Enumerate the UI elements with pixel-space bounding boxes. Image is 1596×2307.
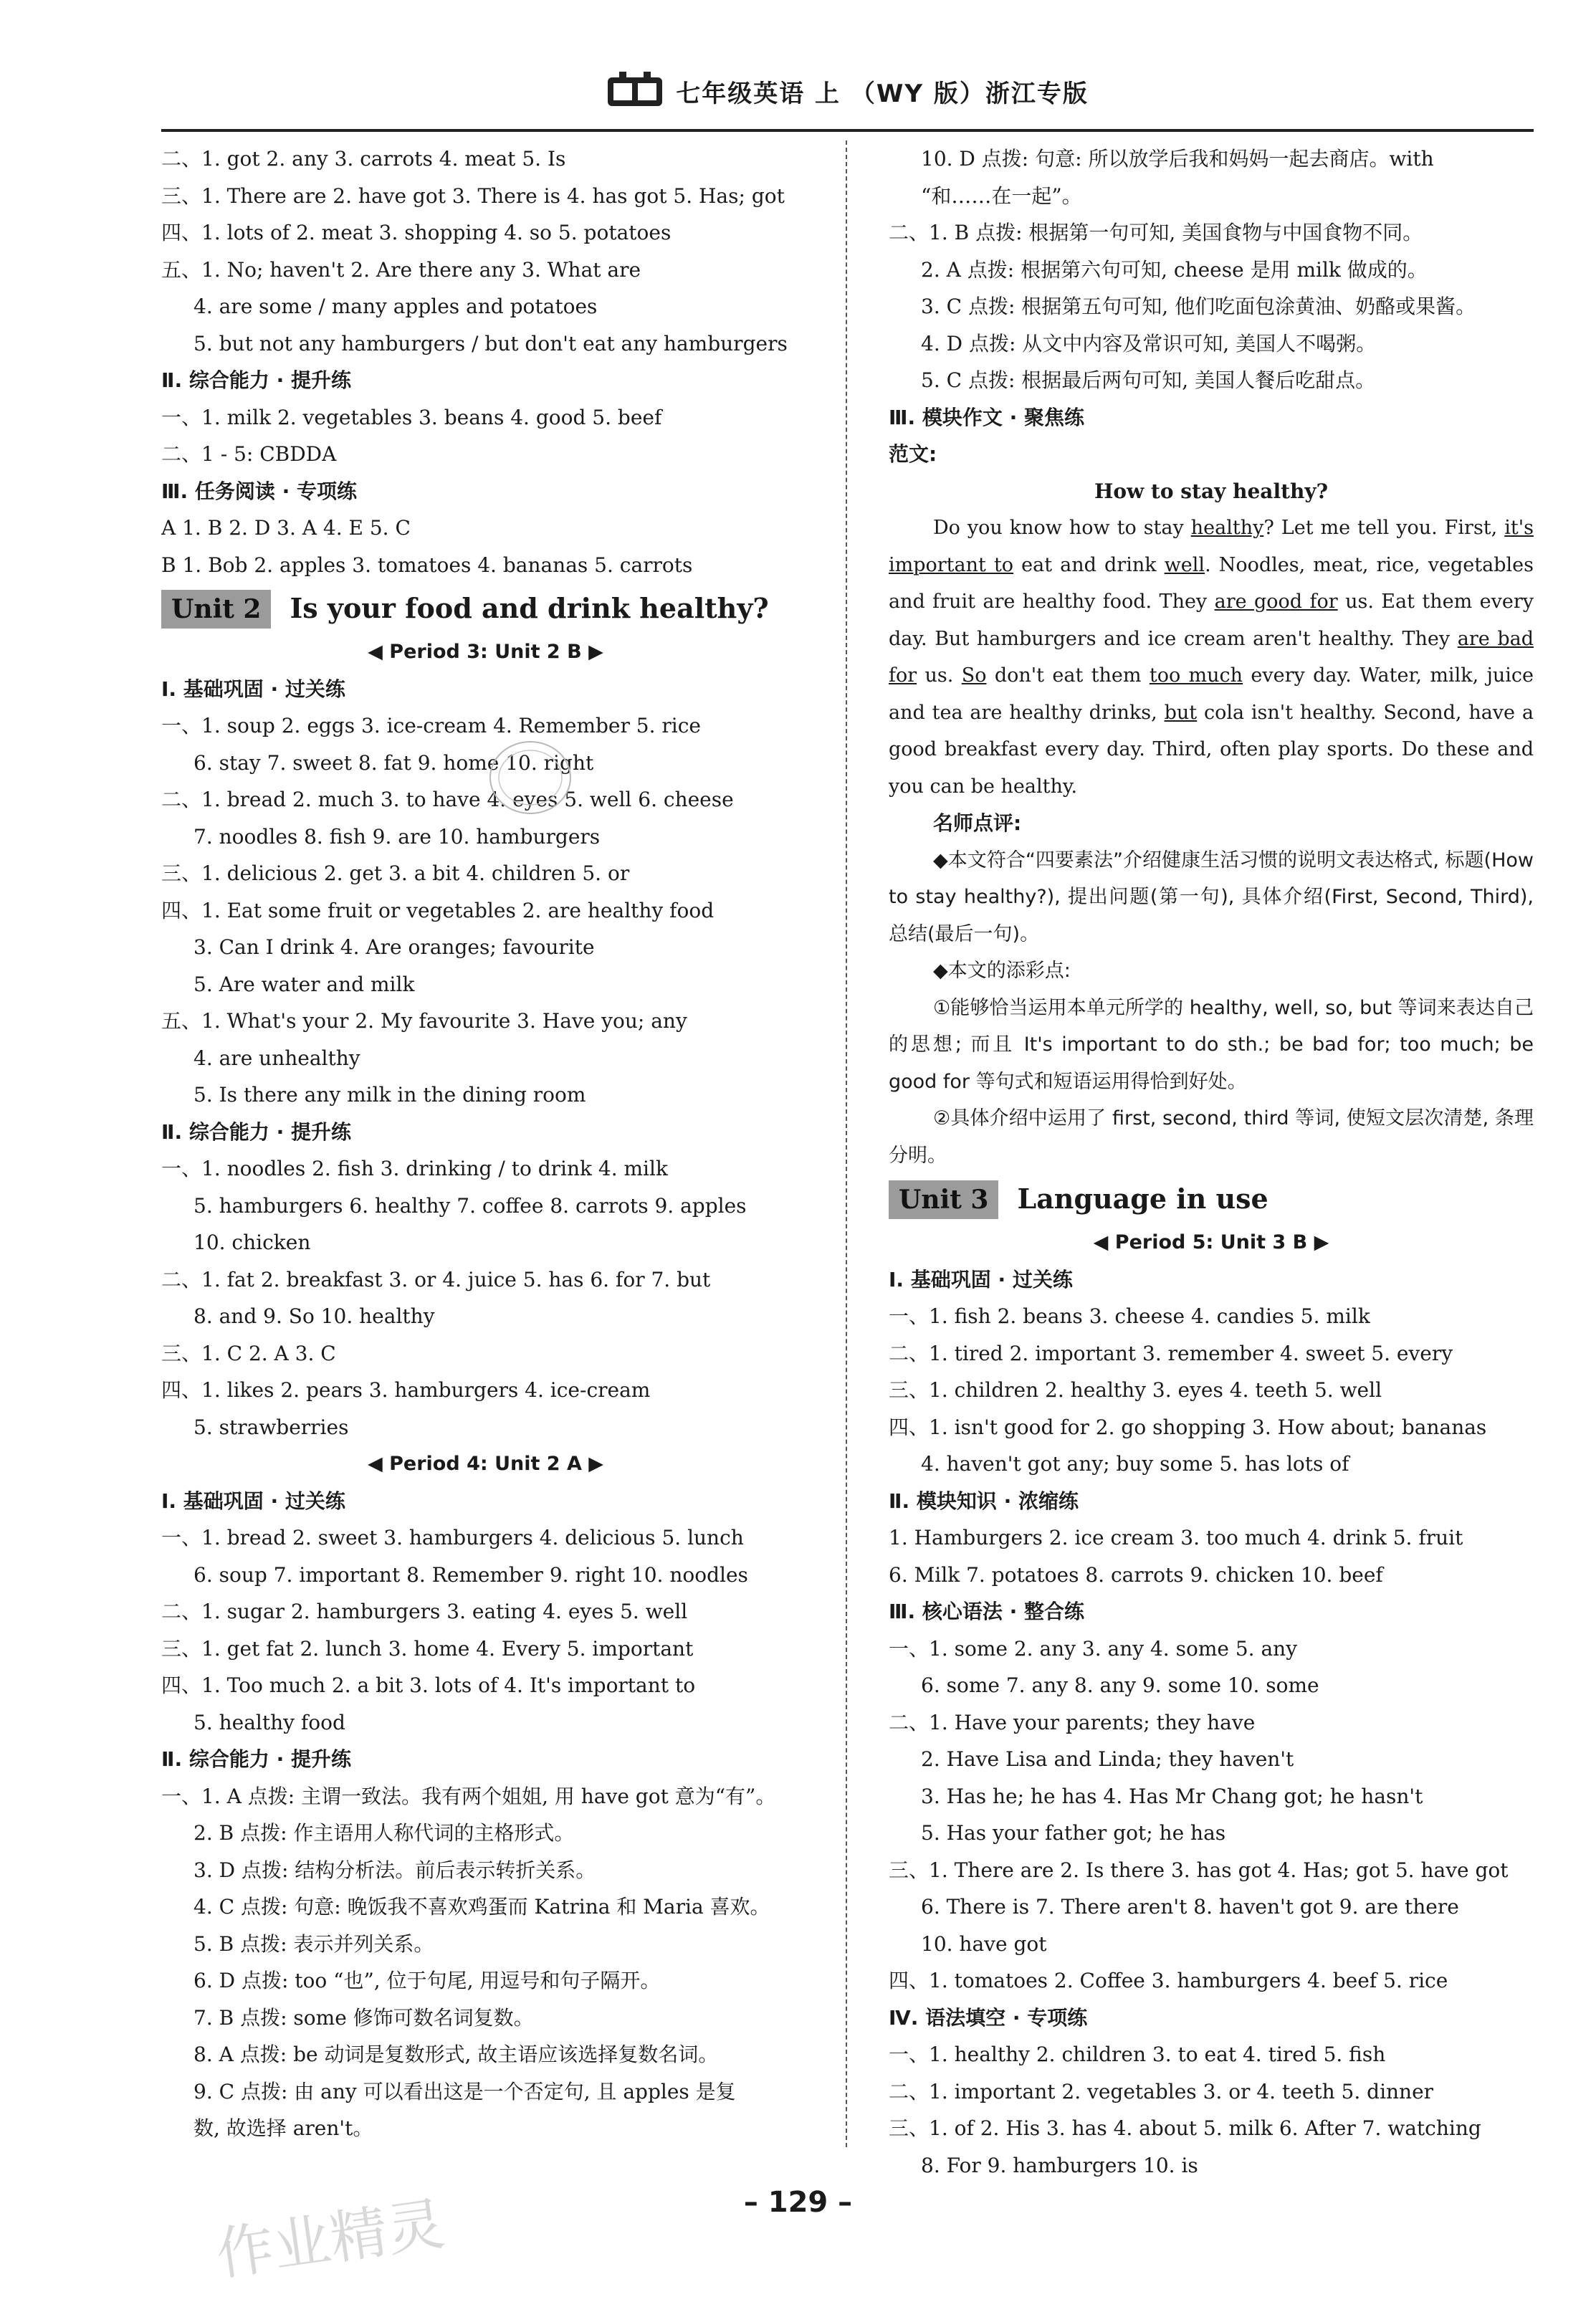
answer-line: “和……在一起”。 xyxy=(921,183,1082,208)
answer-line: 二、1. bread 2. much 3. to have 4. eyes 5. well 6. cheese xyxy=(161,788,734,811)
underlined-phrase: So xyxy=(961,664,987,687)
answer-line: 二、1. important 2. vegetables 3. or 4. teeth 5. dinner xyxy=(889,2079,1434,2103)
answer-line: 8. For 9. hamburgers 10. is xyxy=(921,2153,1198,2177)
answer-line: 6. Milk 7. potatoes 8. carrots 9. chicken 10. beef xyxy=(889,1562,1383,1587)
answer-line: 三、1. There are 2. have got 3. There is 4. has got 5. Has; got xyxy=(161,183,785,208)
answer-line: A 1. B 2. D 3. A 4. E 5. C xyxy=(161,516,411,540)
answer-line: 4. C 点拨: 句意: 晚饭我不喜欢鸡蛋而 Katrina 和 Maria 喜欢。 xyxy=(193,1895,770,1919)
answer-line: 二、1. Have your parents; they have xyxy=(889,1710,1256,1734)
answer-line: 一、1. A 点拨: 主谓一致法。我有两个姐姐, 用 have got 意为“有”。 xyxy=(161,1784,776,1808)
answer-line: 二、1. B 点拨: 根据第一句可知, 美国食物与中国食物不同。 xyxy=(889,221,1423,244)
commentary-paragraph: ②具体介绍中运用了 first, second, third 等词, 使短文层次清楚, 条理分明。 xyxy=(889,1107,1534,1167)
section-heading: Ⅰ. 基础巩固 · 过关练 xyxy=(889,1267,1073,1291)
underlined-phrase: healthy xyxy=(1190,517,1264,539)
essay-text: us. Eat them every day. But hamburgers and ice cream aren't healthy. They xyxy=(889,591,1534,650)
answer-line: 一、1. noodles 2. fish 3. drinking / to drink 4. milk xyxy=(161,1157,668,1180)
answer-line: 7. noodles 8. fish 9. are 10. hamburgers xyxy=(193,824,601,849)
header-title: 七年级英语 上 （WY 版）浙江专版 xyxy=(676,79,1089,108)
answer-line: 4. are some / many apples and potatoes xyxy=(193,295,598,318)
answer-line: 10. have got xyxy=(921,1931,1047,1956)
commentary-paragraph: ①能够恰当运用本单元所学的 healthy, well, so, but 等词来表达自己的思想; 而且 It's important to do sth.; be bad for; too much; be good for 等句式和短语运用得恰到好处。 xyxy=(889,996,1534,1093)
answer-line: 6. some 7. any 8. any 9. some 10. some xyxy=(921,1673,1319,1697)
answer-line: 5. C 点拨: 根据最后两句可知, 美国人餐后吃甜点。 xyxy=(921,368,1376,392)
section-heading: Ⅱ. 综合能力 · 提升练 xyxy=(161,1119,351,1144)
answer-line: 一、1. bread 2. sweet 3. hamburgers 4. delicious 5. lunch xyxy=(161,1526,744,1549)
page-header xyxy=(161,72,1534,132)
answer-line: 三、1. There are 2. Is there 3. has got 4. Has; got 5. have got xyxy=(889,1858,1509,1882)
answer-line: 5. Are water and milk xyxy=(193,972,415,996)
answer-line: 四、1. Too much 2. a bit 3. lots of 4. It's important to xyxy=(161,1673,696,1697)
answer-line: 四、1. isn't good for 2. go shopping 3. How about; bananas xyxy=(889,1415,1487,1439)
column-divider xyxy=(846,140,847,2147)
answer-line: 二、1. fat 2. breakfast 3. or 4. juice 5. has 6. for 7. but xyxy=(161,1267,711,1291)
answer-line: 4. haven't got any; buy some 5. has lots of xyxy=(921,1452,1349,1476)
essay-title: How to stay healthy? xyxy=(1094,479,1329,503)
answer-line: 10. chicken xyxy=(193,1231,311,1254)
unit-heading xyxy=(889,1174,1534,1224)
answer-line: 三、1. delicious 2. get 3. a bit 4. children 5. or xyxy=(161,861,630,885)
answer-line: 1. Hamburgers 2. ice cream 3. too much 4. drink 5. fruit xyxy=(889,1526,1463,1549)
answer-line: 2. Have Lisa and Linda; they haven't xyxy=(921,1747,1294,1771)
answer-line: 5. healthy food xyxy=(193,1710,345,1734)
answer-line: 5. but not any hamburgers / but don't eat any hamburgers xyxy=(193,331,788,355)
commentary-paragraph: ◆本文的添彩点: xyxy=(933,960,1071,982)
answer-line: 四、1. Eat some fruit or vegetables 2. are healthy food xyxy=(161,898,715,922)
unit-title: Is your food and drink healthy? xyxy=(290,592,769,624)
answer-line: 7. B 点拨: some 修饰可数名词复数。 xyxy=(193,2005,534,2030)
answer-line: 3. D 点拨: 结构分析法。前后表示转折关系。 xyxy=(193,1858,596,1882)
answer-line: 3. Has he; he has 4. Has Mr Chang got; he hasn't xyxy=(921,1784,1423,1808)
essay-text: don't eat them xyxy=(986,664,1150,687)
underlined-phrase: it's important to xyxy=(889,517,1534,576)
book-logo-icon xyxy=(606,72,664,110)
answer-line: 一、1. milk 2. vegetables 3. beans 4. good 5. beef xyxy=(161,405,662,429)
page-number: – 129 – xyxy=(743,2186,853,2219)
section-heading: Ⅱ. 综合能力 · 提升练 xyxy=(161,1747,351,1771)
answer-line: 三、1. children 2. healthy 3. eyes 4. teeth 5. well xyxy=(889,1378,1382,1402)
section-heading: Ⅲ. 模块作文 · 聚焦练 xyxy=(889,405,1084,429)
underlined-phrase: are bad for xyxy=(889,627,1534,687)
answer-line: 5. B 点拨: 表示并列关系。 xyxy=(193,1931,434,1956)
essay-text: us. xyxy=(917,664,962,687)
answer-line: 10. D 点拨: 句意: 所以放学后我和妈妈一起去商店。with xyxy=(921,147,1434,171)
essay-text: every day. Water, milk, juice and tea are healthy drinks, xyxy=(889,664,1534,724)
answer-line: 三、1. get fat 2. lunch 3. home 4. Every 5. important xyxy=(161,1636,694,1661)
answer-line: 数, 故选择 aren't。 xyxy=(193,2116,373,2140)
unit-badge: Unit 2 xyxy=(161,590,271,629)
underlined-phrase: are good for xyxy=(1214,591,1338,613)
answer-line: 5. strawberries xyxy=(193,1415,349,1439)
model-essay xyxy=(889,510,1534,805)
period-heading: ◀ Period 3: Unit 2 B ▶ xyxy=(368,641,603,663)
answer-line: 四、1. tomatoes 2. Coffee 3. hamburgers 4. beef 5. rice xyxy=(889,1969,1448,1992)
section-heading: Ⅲ. 核心语法 · 整合练 xyxy=(889,1600,1084,1623)
answer-line: 3. C 点拨: 根据第五句可知, 他们吃面包涂黄油、奶酪或果酱。 xyxy=(921,295,1476,318)
answer-line: 三、1. C 2. A 3. C xyxy=(161,1341,336,1365)
right-column xyxy=(889,140,1534,2184)
answer-line: B 1. Bob 2. apples 3. tomatoes 4. bananas 5. carrots xyxy=(161,553,693,577)
answer-line: 9. C 点拨: 由 any 可以看出这是一个否定句, 且 apples 是复 xyxy=(193,2079,736,2103)
period-heading: ◀ Period 5: Unit 3 B ▶ xyxy=(1093,1231,1329,1253)
answer-line: 二、1. sugar 2. hamburgers 3. eating 4. eyes 5. well xyxy=(161,1600,688,1623)
answer-line: 5. Has your father got; he has xyxy=(921,1821,1226,1845)
answer-line: 4. D 点拨: 从文中内容及常识可知, 美国人不喝粥。 xyxy=(921,331,1377,355)
answer-line: 2. A 点拨: 根据第六句可知, cheese 是用 milk 做成的。 xyxy=(921,257,1428,282)
essay-text: eat and drink xyxy=(1013,553,1165,576)
answer-line: 四、1. likes 2. pears 3. hamburgers 4. ice-cream xyxy=(161,1378,651,1402)
essay-text: . Noodles, meat, rice, vegetables and fruit are healthy food. They xyxy=(889,553,1534,613)
section-heading: Ⅱ. 综合能力 · 提升练 xyxy=(161,368,351,392)
answer-line: 5. hamburgers 6. healthy 7. coffee 8. carrots 9. apples xyxy=(193,1193,747,1218)
answer-line: 二、1. tired 2. important 3. remember 4. sweet 5. every xyxy=(889,1341,1453,1365)
answer-line: 5. Is there any milk in the dining room xyxy=(193,1083,586,1107)
underlined-phrase: well xyxy=(1164,553,1205,576)
answer-line: 一、1. some 2. any 3. any 4. some 5. any xyxy=(889,1636,1298,1661)
commentary-heading: 名师点评: xyxy=(933,811,1022,835)
period-heading: ◀ Period 4: Unit 2 A ▶ xyxy=(367,1453,604,1475)
essay-text: cola isn't healthy. Second, have a good breakfast every day. Third, often play sports. Do these and you can be healthy. xyxy=(889,701,1534,798)
essay-text: Do you know how to stay xyxy=(933,517,1191,539)
section-heading: Ⅱ. 模块知识 · 浓缩练 xyxy=(889,1489,1079,1513)
answer-line: 6. soup 7. important 8. Remember 9. right 10. noodles xyxy=(193,1562,748,1587)
section-heading: Ⅰ. 基础巩固 · 过关练 xyxy=(161,1489,345,1513)
underlined-phrase: too much xyxy=(1149,664,1243,687)
answer-line: 五、1. What's your 2. My favourite 3. Have you; any xyxy=(161,1009,687,1033)
answer-line: 8. and 9. So 10. healthy xyxy=(193,1304,435,1328)
answer-line: 五、1. No; haven't 2. Are there any 3. What are xyxy=(161,257,641,282)
left-column xyxy=(161,140,810,2147)
section-heading: 范文: xyxy=(889,442,937,466)
answer-line: 一、1. fish 2. beans 3. cheese 4. candies 5. milk xyxy=(889,1304,1370,1328)
answer-line: 二、1 - 5: CBDDA xyxy=(161,442,337,466)
underlined-phrase: but xyxy=(1164,701,1198,724)
watermark: 作业精灵 xyxy=(212,2190,449,2288)
answer-line: 6. stay 7. sweet 8. fat 9. home 10. right xyxy=(193,750,594,775)
section-heading: Ⅳ. 语法填空 · 专项练 xyxy=(889,2005,1088,2030)
answer-line: 8. A 点拨: be 动词是复数形式, 故主语应该选择复数名词。 xyxy=(193,2043,719,2066)
essay-text: ? Let me tell you. First, xyxy=(1263,517,1505,539)
answer-line: 3. Can I drink 4. Are oranges; favourite xyxy=(193,935,595,959)
section-heading: Ⅲ. 任务阅读 · 专项练 xyxy=(161,479,357,503)
unit-title: Language in use xyxy=(1017,1183,1268,1215)
commentary-paragraph: ◆本文符合“四要素法”介绍健康生活习惯的说明文表达格式, 标题(How to stay healthy?), 提出问题(第一句), 具体介绍(First, Second, Third), 总结(最后一句)。 xyxy=(889,849,1534,945)
stamp-icon xyxy=(487,738,573,817)
answer-line: 4. are unhealthy xyxy=(193,1046,360,1070)
unit-badge: Unit 3 xyxy=(889,1180,998,1219)
answer-line: 6. There is 7. There aren't 8. haven't got 9. are there xyxy=(921,1895,1459,1919)
section-heading: Ⅰ. 基础巩固 · 过关练 xyxy=(161,677,345,701)
answer-line: 6. D 点拨: too “也”, 位于句尾, 用逗号和句子隔开。 xyxy=(193,1969,661,1992)
answer-line: 一、1. healthy 2. children 3. to eat 4. tired 5. fish xyxy=(889,2043,1386,2066)
answer-line: 一、1. soup 2. eggs 3. ice-cream 4. Remember 5. rice xyxy=(161,714,701,737)
answer-line: 2. B 点拨: 作主语用人称代词的主格形式。 xyxy=(193,1821,575,1845)
answer-line: 三、1. of 2. His 3. has 4. about 5. milk 6. After 7. watching xyxy=(889,2116,1481,2140)
answer-line: 四、1. lots of 2. meat 3. shopping 4. so 5. potatoes xyxy=(161,221,672,244)
unit-heading xyxy=(161,583,810,634)
answer-line: 二、1. got 2. any 3. carrots 4. meat 5. Is xyxy=(161,147,566,171)
